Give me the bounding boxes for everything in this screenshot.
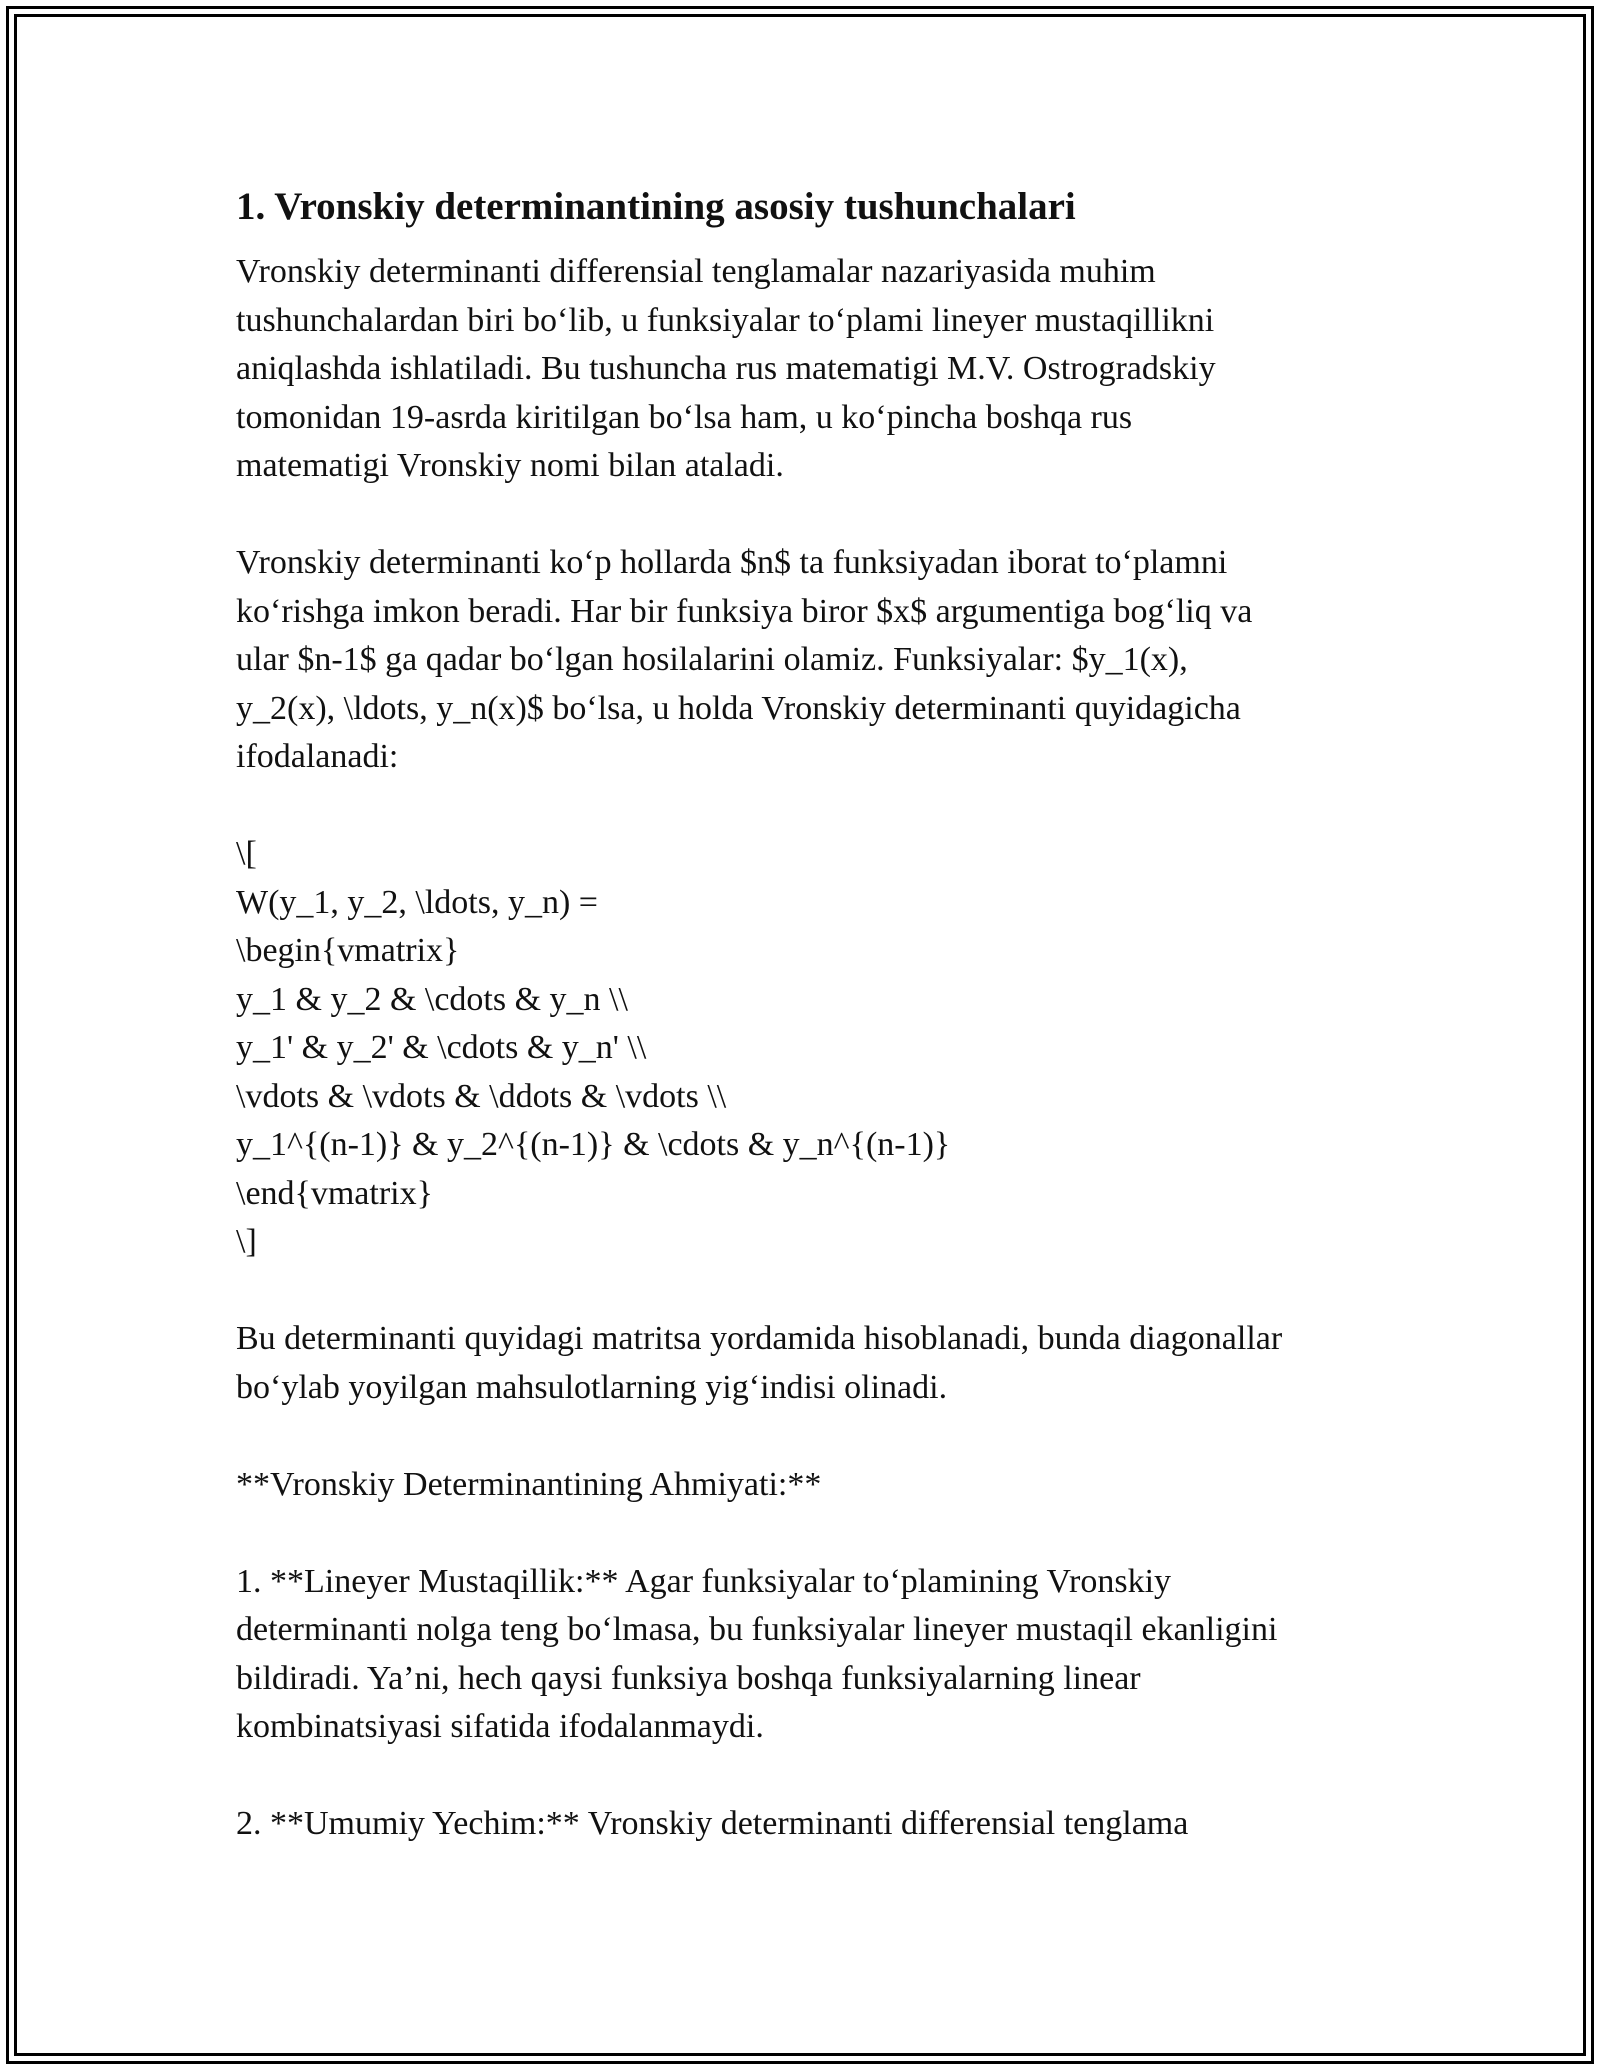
spacer xyxy=(236,1267,1376,1316)
section-title: 1. Vronskiy determinantining asosiy tushunchalari xyxy=(236,185,1076,228)
spacer xyxy=(236,1412,1376,1461)
list-item-general-solution: 2. **Umumiy Yechim:** Vronskiy determinanti differensial tenglama xyxy=(236,1805,1189,1842)
formula-line: \[ xyxy=(236,835,257,872)
spacer xyxy=(236,782,1376,831)
formula-line: y_1^{(n-1)} & y_2^{(n-1)} & \cdots & y_n^{(n-1)} xyxy=(236,1126,951,1163)
formula-line: \begin{vmatrix} xyxy=(236,932,460,969)
spacer xyxy=(236,491,1376,540)
paragraph-intro: Vronskiy determinanti differensial tenglamalar nazariyasida muhim tushunchalardan biri bo‘lib, u funksiyalar to‘plami lineyer mustaqillikni aniqlashda ishlatiladi. Bu tushuncha rus matematigi M.V. Ostrogradskiy tomonidan 19-asrda kiritilgan bo‘lsa ham, u ko‘pincha boshqa rus matematigi Vronskiy nomi bilan ataladi. xyxy=(236,253,1216,484)
formula-line: y_1' & y_2' & \cdots & y_n' \\ xyxy=(236,1029,647,1066)
paragraph-computation: Bu determinanti quyidagi matritsa yordamida hisoblanadi, bunda diagonallar bo‘ylab yoyilgan mahsulotlarning yig‘indisi olinadi. xyxy=(236,1320,1283,1406)
document-body xyxy=(236,182,1376,1849)
formula-line: \vdots & \vdots & \ddots & \vdots \\ xyxy=(236,1077,727,1115)
paragraph-definition: Vronskiy determinanti ko‘p hollarda $n$ ta funksiyadan iborat to‘plamni ko‘rishga imkon beradi. Har bir funksiya biror $x$ argumentiga bog‘liq va ular $n-1$ ga qadar bo‘lgan hosilalarini olamiz. Funksiyalar: $y_1(x), y_2(x), \ldots, y_n(x)$ bo‘lsa, u holda Vronskiy determinanti quyidagicha ifodalanadi: xyxy=(236,544,1253,775)
list-item-linear-independence: 1. **Lineyer Mustaqillik:** Agar funksiyalar to‘plamining Vronskiy determinanti nolga teng bo‘lmasa, bu funksiyalar lineyer mustaqil ekanligini bildiradi. Ya’ni, hech qaysi funksiya boshqa funksiyalarning linear kombinatsiyasi sifatida ifodalanmaydi. xyxy=(236,1562,1278,1745)
formula-line: \] xyxy=(236,1223,257,1260)
spacer xyxy=(236,1509,1376,1558)
section-heading: **Vronskiy Determinantining Ahmiyati:** xyxy=(236,1465,822,1503)
formula-line: y_1 & y_2 & \cdots & y_n \\ xyxy=(236,980,628,1018)
formula-line: W(y_1, y_2, \ldots, y_n) = xyxy=(236,883,598,921)
wronskian-formula xyxy=(236,830,1376,1267)
spacer xyxy=(236,1752,1376,1801)
formula-line: \end{vmatrix} xyxy=(236,1174,433,1212)
